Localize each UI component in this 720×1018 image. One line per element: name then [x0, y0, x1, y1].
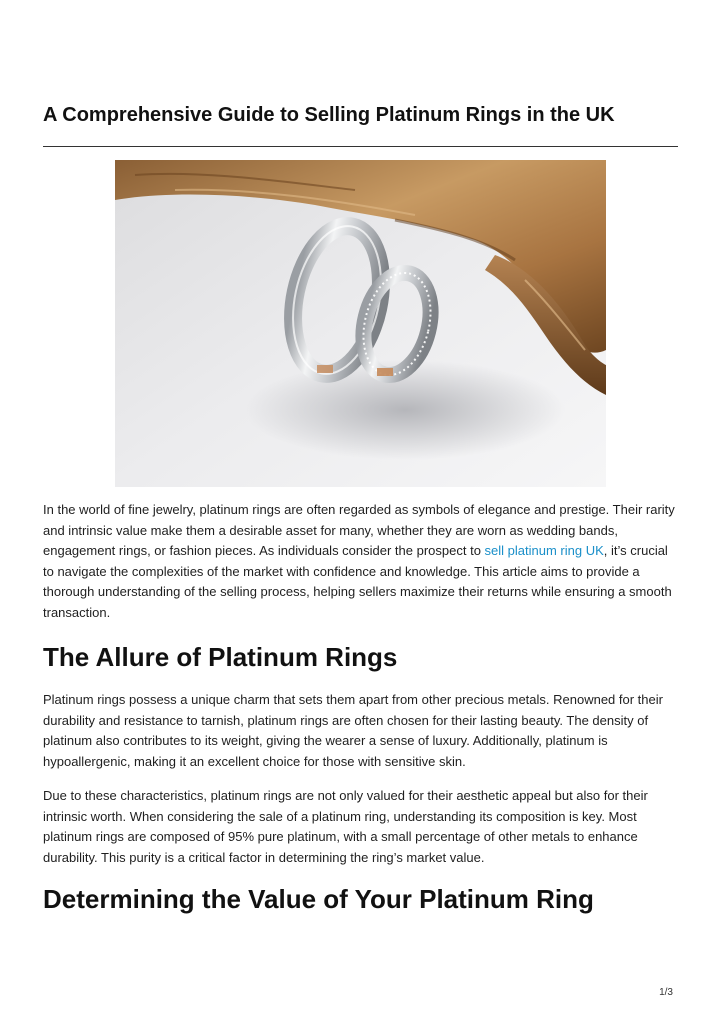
intro-text-before-link: In the world of fine jewelry, platinum rings are often regarded as symbols of elegance and prestige. Their rarity and intrinsic value make them a desirable asset for many, whether they are worn as wedding bands, engagement rings, or fashion pieces. As individuals consider the prospect to: [43, 502, 675, 559]
document-title: A Comprehensive Guide to Selling Platinum Rings in the UK: [43, 104, 615, 126]
section-heading-value: Determining the Value of Your Platinum Ring: [43, 884, 594, 914]
section-paragraph: Due to these characteristics, platinum rings are not only valued for their aesthetic appeal but also for their intrinsic worth. When considering the sale of a platinum ring, understanding its composition is key. Most platinum rings are composed of 95% pure platinum, with a small percentage of other metals to enhance durability. This purity is a critical factor in determining the ring’s market value.: [43, 788, 648, 865]
page-number: 1/3: [659, 987, 673, 998]
section-paragraph: Platinum rings possess a unique charm that sets them apart from other precious metals. Renowned for their durability and resistance to tarnish, platinum rings are often chosen for their lasting beauty. The density of platinum also contributes to its weight, giving the wearer a sense of luxury. Additionally, platinum is hypoallergenic, making it an excellent choice for those with sensitive skin.: [43, 692, 663, 769]
hero-image: [115, 160, 606, 487]
section-heading-allure: The Allure of Platinum Rings: [43, 642, 398, 672]
sell-platinum-ring-link[interactable]: sell platinum ring UK: [484, 543, 604, 559]
intro-paragraph: [43, 500, 681, 624]
title-divider: [43, 146, 678, 147]
intro-text-after-link: , it’s crucial to navigate the complexities of the market with confidence and knowledge. This article aims to provide a thorough understanding of the selling process, helping sellers maximize their returns while ensuring a smooth transaction.: [43, 543, 672, 620]
